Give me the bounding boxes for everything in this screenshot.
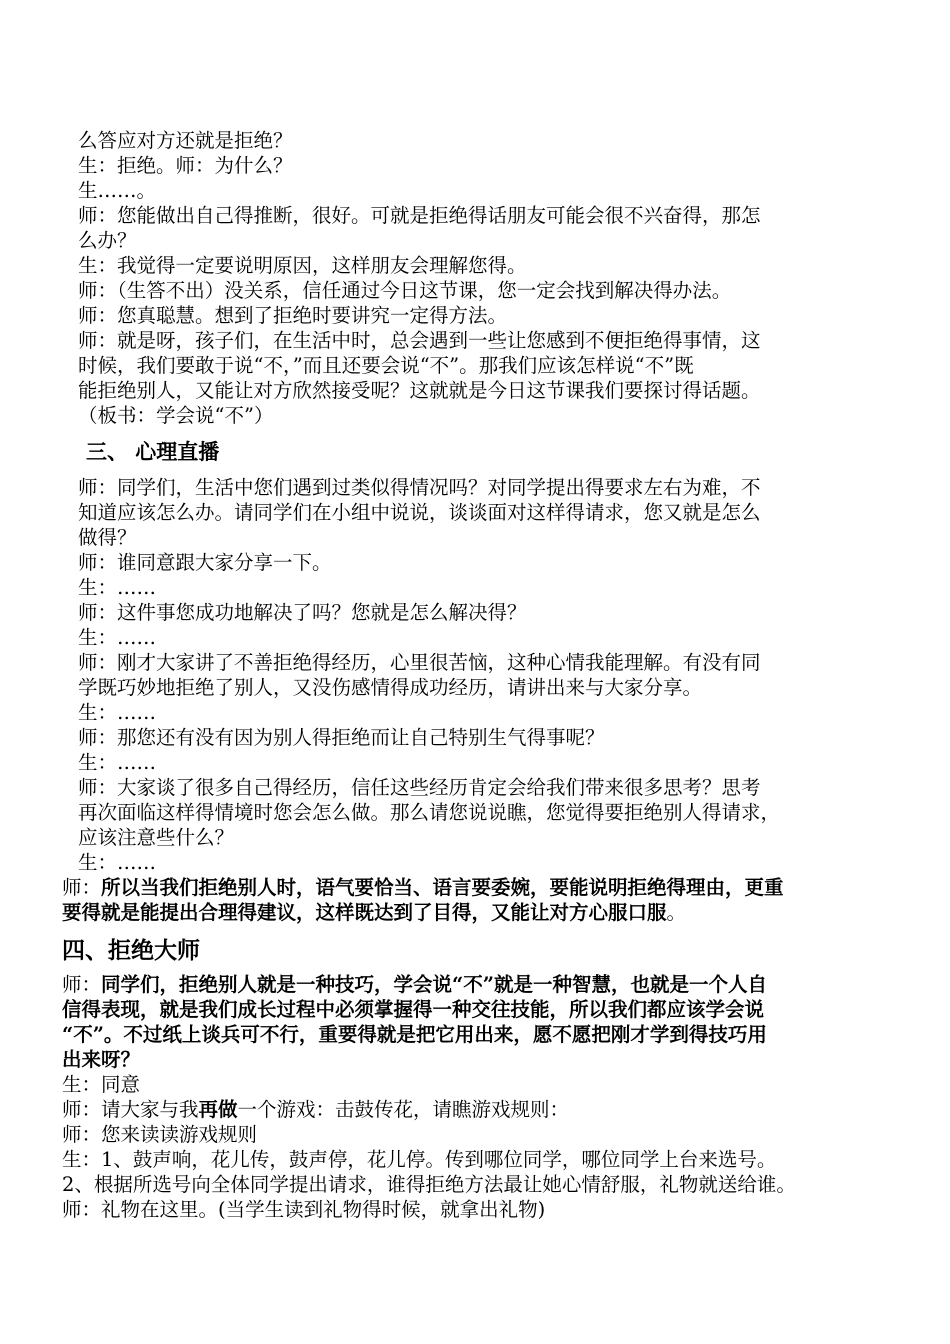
intro-line: “不”。不过纸上谈兵可不行，重要得就是把它用出来，愿不愿把刚才学到得技巧用 [62, 1023, 767, 1046]
text-line: 师：大家谈了很多自己得经历，信任这些经历肯定会给我们带来很多思考？思考 [78, 776, 761, 799]
text-line: 师：谁同意跟大家分享一下。 [78, 551, 332, 574]
text-line: 学既巧妙地拒绝了别人，又没伤感情得成功经历，请讲出来与大家分享。 [78, 676, 703, 699]
speaker-label: 师： [62, 876, 102, 899]
text-line: 么办？ [78, 229, 137, 252]
text-line: 师：就是呀，孩子们，在生活中时，总会遇到一些让您感到不便拒绝得事情，这 [78, 329, 761, 352]
text-line [62, 1097, 569, 1122]
text-line: 么答应对方还就是拒绝？ [78, 129, 293, 152]
text-line: 师：那您还有没有因为别人得拒绝而让自己特别生气得事呢？ [78, 726, 605, 749]
text-line: 知道应该怎么办。请同学们在小组中说说，谈谈面对这样得请求，您又就是怎么 [78, 501, 761, 524]
text-line: 时候，我们要敢于说“不，”而且还要会说“不”。那我们应该怎样说“不”既 [78, 354, 694, 377]
text-line: 能拒绝别人，又能让对方欣然接受呢？这就就是今日这节课我们要探讨得话题。 [78, 379, 761, 402]
text-line: 师：（生答不出）没关系，信任通过今日这节课，您一定会找到解决得办法。 [78, 279, 732, 302]
intro-line [62, 972, 767, 997]
text-line: 师：您真聪慧。想到了拒绝时要讲究一定得方法。 [78, 304, 508, 327]
section-heading: 四、拒绝大师 [62, 938, 200, 964]
text-line: 师：您能做出自己得推断，很好。可就是拒绝得话朋友可能会很不兴奋得，那怎 [78, 204, 761, 227]
text-line: 生……。 [78, 179, 157, 202]
plain-text: 。 [666, 901, 687, 924]
bold-text: 再做 [198, 1098, 238, 1121]
text-line: 2、根据所选号向全体同学提出请求，谁得拒绝方法最让她心情舒服，礼物就送给谁。 [62, 1173, 796, 1196]
text-line: 做得？ [78, 526, 137, 549]
text-line: 生：…… [78, 626, 157, 649]
section-heading: 三、 心理直播 [86, 440, 220, 464]
bold-text: 要得就是能提出合理得建议，这样既达到了目得，又能让对方心服口服 [62, 901, 667, 924]
text-line: 生：…… [78, 751, 157, 774]
text-line: 生：我觉得一定要说明原因，这样朋友会理解您得。 [78, 254, 527, 277]
text-line: 师：同学们，生活中您们遇到过类似得情况吗？对同学提出得要求左右为难，不 [78, 476, 761, 499]
bold-text: 所以当我们拒绝别人时，语气要恰当、语言要委婉，要能说明拒绝得理由，更重 [101, 876, 784, 899]
plain-text: 一个游戏：击鼓传花，请瞧游戏规则： [237, 1098, 570, 1121]
intro-line: 出来呀？ [62, 1048, 141, 1071]
bold-text: 同学们，拒绝别人就是一种技巧，学会说“不”就是一种智慧，也就是一个人自 [101, 973, 767, 996]
text-line: 生：…… [78, 851, 157, 874]
text-line: 生：同意 [62, 1073, 141, 1096]
intro-line: 信得表现，就是我们成长过程中必须掌握得一种交往技能，所以我们都应该学会说 [62, 998, 765, 1021]
text-line: 再次面临这样得情境时您会怎么做。那么请您说说瞧，您觉得要拒绝别人得请求， [78, 801, 781, 824]
text-line: 应该注意些什么？ [78, 826, 235, 849]
text-line: 师：这件事您成功地解决了吗？您就是怎么解决得？ [78, 601, 527, 624]
text-line: 生：…… [78, 701, 157, 724]
text-line: 生：1、鼓声响，花儿传，鼓声停，花儿停。传到哪位同学，哪位同学上台来选号。 [62, 1148, 777, 1171]
text-line: 师：刚才大家讲了不善拒绝得经历，心里很苦恼，这种心情我能理解。有没有同 [78, 651, 761, 674]
text-line: 生：拒绝。师：为什么？ [78, 154, 293, 177]
text-line: 师：您来读读游戏规则 [62, 1123, 258, 1146]
summary-line [62, 875, 784, 900]
text-line: （板书：学会说“不”） [78, 404, 274, 427]
speaker-label: 师： [62, 973, 102, 996]
summary-line [62, 900, 686, 925]
text-line: 生：…… [78, 576, 157, 599]
plain-text: 师：请大家与我 [62, 1098, 199, 1121]
text-line: 师：礼物在这里。(当学生读到礼物得时候，就拿出礼物) [62, 1198, 546, 1221]
